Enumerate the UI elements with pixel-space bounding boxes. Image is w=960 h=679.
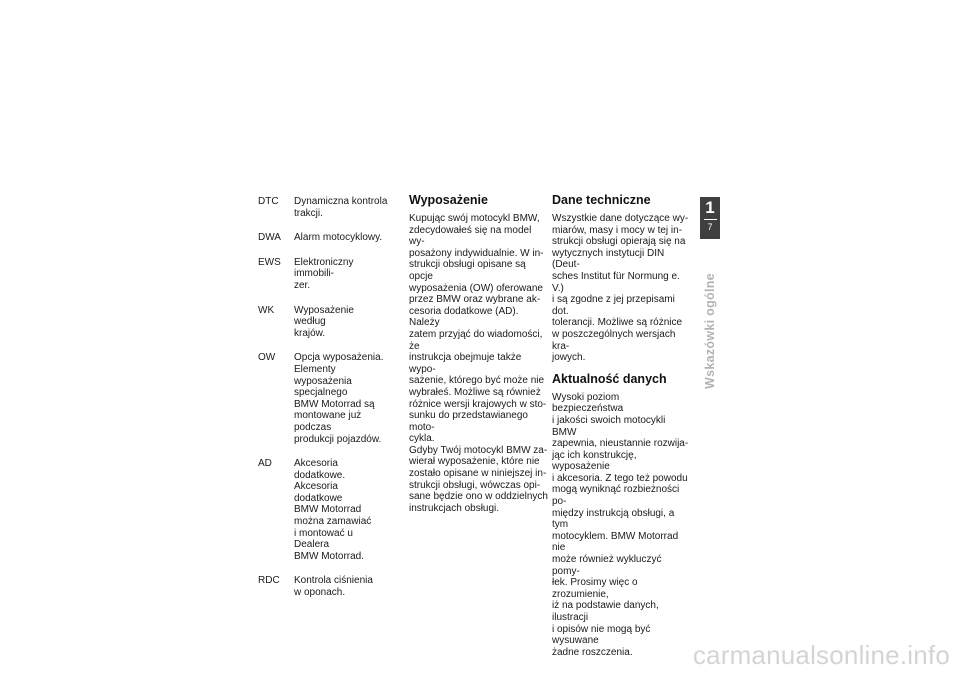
abbreviation-description: Opcja wyposażenia. Elementy wyposażenia specjalnego BMW Motorrad są montowane już podczas produkcji pojazdów. xyxy=(294,352,384,445)
abbreviation-code: DWA xyxy=(258,232,281,244)
abbreviation-description: Elektroniczny immobili- zer. xyxy=(294,256,354,291)
chapter-title-vertical xyxy=(700,249,720,389)
abbreviation-description: Kontrola ciśnienia w oponach. xyxy=(294,575,373,599)
technical-data-section xyxy=(552,193,692,658)
abbreviation-list xyxy=(258,196,388,612)
currency-heading: Aktualność danych xyxy=(552,371,667,386)
abbreviation-code: WK xyxy=(258,304,275,316)
abbreviation-row xyxy=(258,232,388,244)
abbreviation-row xyxy=(258,257,388,292)
abbreviation-row xyxy=(258,458,388,562)
watermark: carmanualsonline.info xyxy=(692,640,950,670)
abbreviation-code: RDC xyxy=(258,575,280,587)
abbreviation-code: DTC xyxy=(258,196,279,207)
abbreviation-description: Alarm motocyklowy. xyxy=(294,232,383,244)
chapter-title: Wskazówki ogólne xyxy=(703,273,717,389)
abbreviation-row xyxy=(258,305,388,340)
technical-data-text: Wszystkie dane dotyczące wy- miarów, masy i mocy w tej in- strukcji obsługi opierają się na wytycznych instytucji DIN (Deut- sches Institut für Normung e. V.) i są zgodne z jej przepisami dot. tolerancji. Możliwe są różnice w poszczególnych wersjach kra- jowych. xyxy=(552,213,689,364)
abbreviation-code: EWS xyxy=(258,256,281,268)
technical-data-heading: Dane techniczne xyxy=(552,193,651,207)
abbreviation-description: Wyposażenie według krajów. xyxy=(294,304,354,339)
abbreviation-row xyxy=(258,196,388,219)
equipment-heading: Wyposażenie xyxy=(409,193,488,207)
page-number: 7 xyxy=(707,222,713,232)
abbreviation-row xyxy=(258,352,388,445)
chapter-number: 1 xyxy=(705,198,715,217)
chapter-tab xyxy=(700,197,720,239)
abbreviation-row xyxy=(258,575,388,598)
equipment-text: Kupując swój motocykl BMW, zdecydowałeś się na model wy- posażony indywidualnie. W in- strukcji obsługi opisane są opcje wyposażenia (OW) oferowane przez BMW oraz wybrane ak- cesoria dodatkowe (AD). Należy zatem przyjąć do wiadomości, że instrukcja obejmuje także wypo- sażenie, którego być może nie wybrałeś. Możliwe są również różnice wersji krajowych w sto- sunku do przedstawianego moto- cykla. Gdyby Twój motocykl BMW za- wierał wyposażenie, które nie zostało opisane w niniejszej in- strukcji obsługi, wówczas opi- sane będzie ono w oddzielnych instrukcjach obsługi. xyxy=(409,213,548,514)
abbreviation-description: Akcesoria dodatkowe. Akcesoria dodatkowe BMW Motorrad można zamawiać i montować u Dealera BMW Motorrad. xyxy=(294,458,372,562)
abbreviation-description: Dynamiczna kontrola trakcji. xyxy=(294,196,388,219)
equipment-section xyxy=(409,193,549,514)
abbreviation-code: OW xyxy=(258,352,276,364)
abbreviation-code: AD xyxy=(258,458,272,470)
currency-text: Wysoki poziom bezpieczeństwa i jakości swoich motocykli BMW zapewnia, nieustannie rozwija- jąc ich konstrukcję, wyposażenie i akcesoria. Z tego też powodu mogą wyniknąć rozbieżności po- między instrukcją obsługi, a tym motocyklem. BMW Motorrad nie może również wykluczyć pomy- łek. Prosimy więc o zrozumienie, iż na podstawie danych, ilustracji i opisów nie mogą być wysuwane żadne roszczenia. xyxy=(552,391,689,658)
